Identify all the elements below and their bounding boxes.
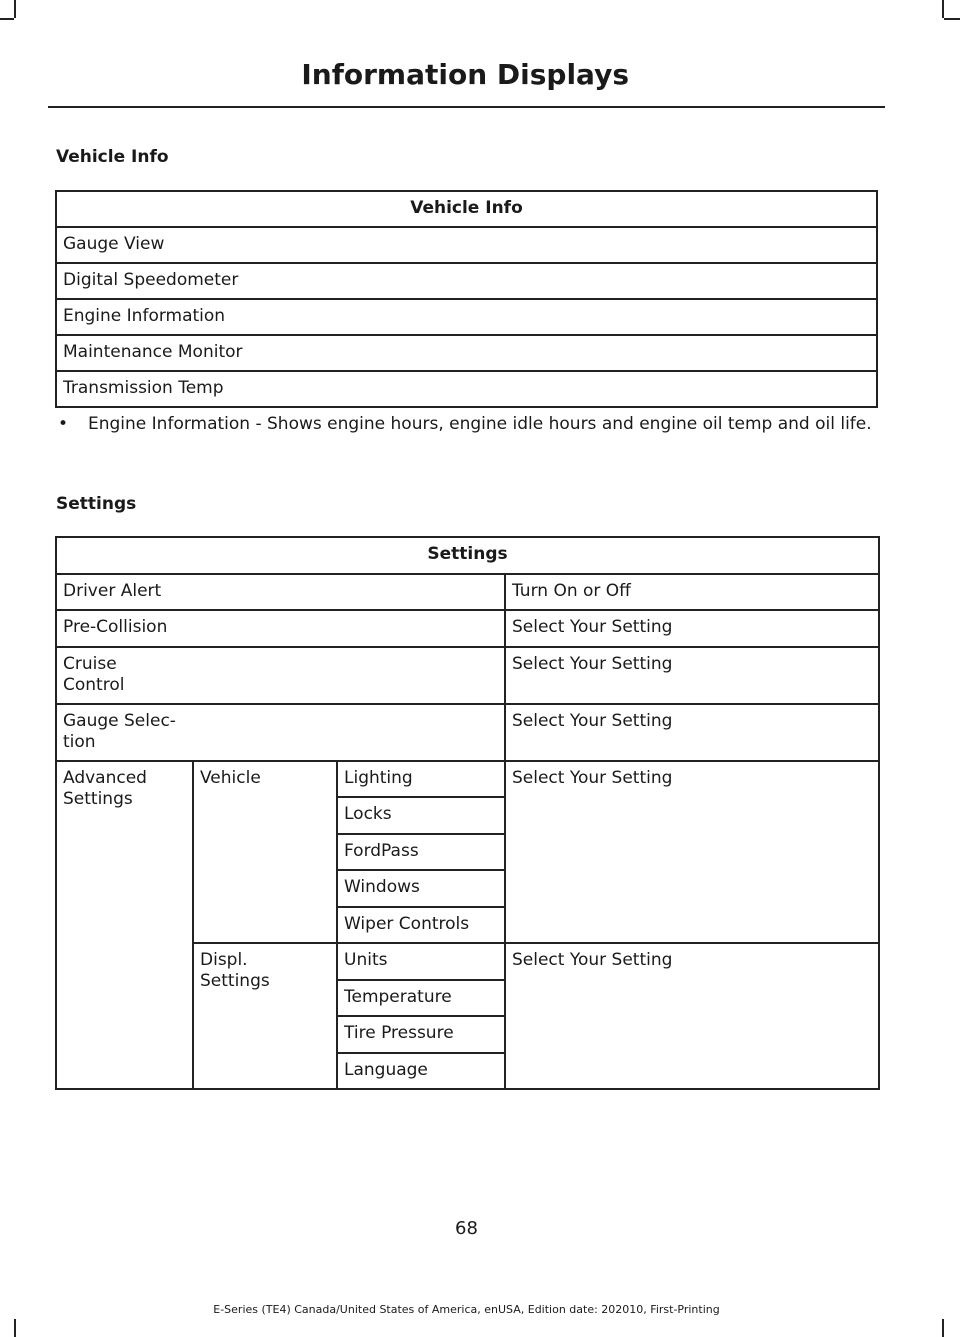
crop-mark bbox=[0, 18, 14, 20]
crop-mark bbox=[942, 0, 944, 18]
vehicle-info-row: Digital Speedometer bbox=[56, 263, 877, 299]
page-header bbox=[48, 58, 885, 91]
settings-item: Cruise Control bbox=[56, 647, 505, 704]
display-setting-item: Language bbox=[337, 1053, 505, 1090]
vehicle-info-row: Maintenance Monitor bbox=[56, 335, 877, 371]
display-setting-item: Tire Pressure bbox=[337, 1016, 505, 1053]
settings-item: Pre-Collision bbox=[56, 610, 505, 647]
vehicle-group-label: Vehicle bbox=[193, 761, 337, 944]
vehicle-info-table bbox=[55, 190, 878, 408]
crop-mark bbox=[14, 0, 16, 18]
page-title: Information Displays bbox=[301, 58, 629, 91]
settings-table-caption: Settings bbox=[56, 537, 879, 574]
bullet: • bbox=[58, 414, 69, 434]
vehicle-group-action: Select Your Setting bbox=[505, 761, 879, 944]
settings-action: Select Your Setting bbox=[505, 704, 879, 761]
settings-item: Gauge Selec- tion bbox=[56, 704, 505, 761]
vehicle-setting-item: Windows bbox=[337, 870, 505, 907]
vehicle-info-row: Transmission Temp bbox=[56, 371, 877, 407]
vehicle-info-row: Engine Information bbox=[56, 299, 877, 335]
settings-heading: Settings bbox=[56, 494, 137, 514]
vehicle-info-table-caption: Vehicle Info bbox=[56, 191, 877, 227]
settings-action: Select Your Setting bbox=[505, 610, 879, 647]
display-setting-item: Temperature bbox=[337, 980, 505, 1017]
vehicle-setting-item: Locks bbox=[337, 797, 505, 834]
vehicle-setting-item: Wiper Controls bbox=[337, 907, 505, 944]
display-group-action: Select Your Setting bbox=[505, 943, 879, 1089]
settings-table bbox=[55, 536, 880, 1090]
page-number: 68 bbox=[455, 1218, 478, 1239]
advanced-settings-label: Advanced Settings bbox=[56, 761, 193, 1090]
vehicle-setting-item: FordPass bbox=[337, 834, 505, 871]
vehicle-info-row: Gauge View bbox=[56, 227, 877, 263]
settings-action: Turn On or Off bbox=[505, 574, 879, 611]
display-group-label: Displ. Settings bbox=[193, 943, 337, 1089]
note-text: Engine Information - Shows engine hours, engine idle hours and engine oil temp and oil life. bbox=[88, 414, 872, 434]
vehicle-info-heading: Vehicle Info bbox=[56, 147, 169, 167]
settings-action: Select Your Setting bbox=[505, 647, 879, 704]
settings-item: Driver Alert bbox=[56, 574, 505, 611]
crop-mark bbox=[942, 1319, 944, 1337]
edition-footer: E-Series (TE4) Canada/United States of America, enUSA, Edition date: 202010, First-Printing bbox=[213, 1303, 720, 1316]
vehicle-setting-item: Lighting bbox=[337, 761, 505, 798]
crop-mark bbox=[944, 18, 960, 20]
display-setting-item: Units bbox=[337, 943, 505, 980]
header-rule bbox=[48, 106, 885, 108]
crop-mark bbox=[14, 1319, 16, 1337]
engine-information-note bbox=[58, 414, 878, 435]
